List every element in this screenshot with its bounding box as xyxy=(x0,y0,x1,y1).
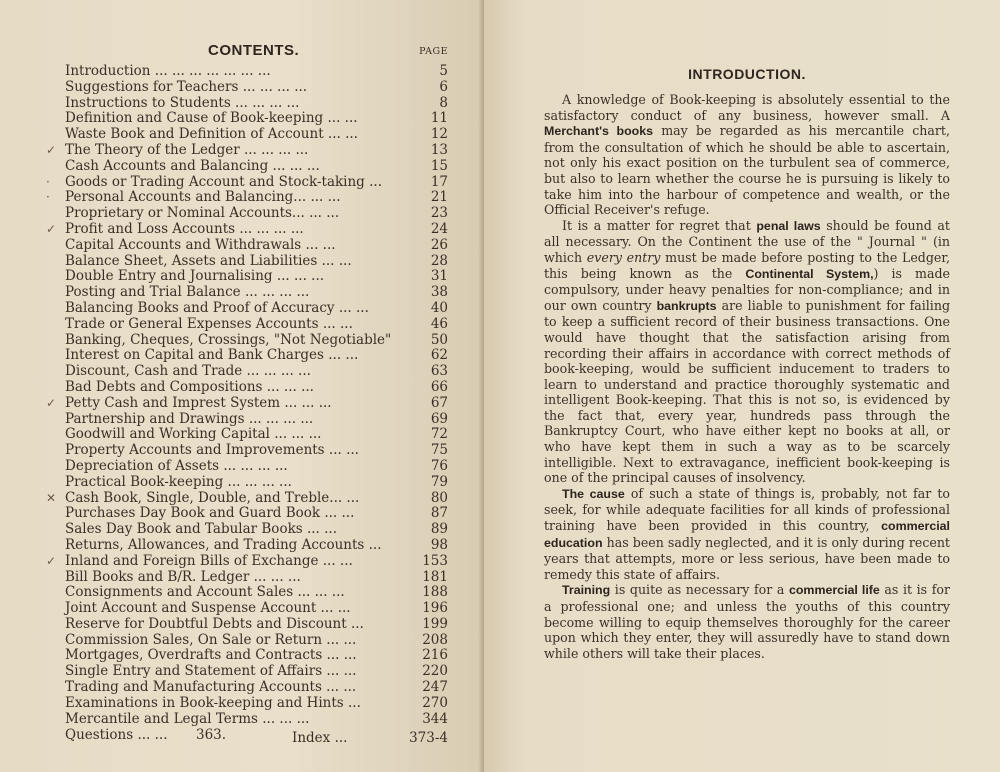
toc-entry-page: 76 xyxy=(430,457,448,474)
toc-row xyxy=(60,111,462,127)
p2-bold-continental-system: Continental System, xyxy=(745,266,874,281)
p3-bold-commercial-education: commercial education xyxy=(544,519,950,550)
toc-entry-page: 66 xyxy=(430,378,448,395)
toc-entry-title: Bad Debts and Compositions ... ... ... xyxy=(65,378,314,395)
toc-entry-title: Interest on Capital and Bank Charges ... ... xyxy=(65,347,359,364)
p1-bold-merchant-books: Merchant's books xyxy=(544,124,654,139)
toc-entry-page: 247 xyxy=(422,679,448,696)
p2-italic-every-entry: every entry xyxy=(586,249,661,265)
toc-entry-page: 24 xyxy=(430,220,448,237)
toc-entry-page: 23 xyxy=(430,205,448,222)
p2-text-a: It is a matter for regret that xyxy=(562,217,757,233)
toc-entry-page: 181 xyxy=(422,568,448,585)
toc-row xyxy=(60,64,462,80)
toc-row xyxy=(60,317,462,333)
p1-text-a: A knowledge of Book-keeping is absolutely essential to the satisfactory conduct of any business, however small. A xyxy=(544,92,950,123)
p4-text-c: as it is for a professional one; and unless the youths of this country become willing to equip themselves thoroughly for the career upon which they enter, they will assuredly have to stand down while others will take their places. xyxy=(544,582,950,661)
toc-entry-title: Personal Accounts and Balancing... ... ... xyxy=(65,189,341,206)
p2-text-e: ) is made compulsory, under heavy penalties for non-compliance; and in our own country xyxy=(544,265,950,313)
toc-entry-title: Property Accounts and Improvements ... ... xyxy=(65,442,359,459)
toc-row xyxy=(60,127,462,143)
toc-entry-page: 46 xyxy=(430,315,448,332)
p4-text-a: is quite as necessary for a xyxy=(610,582,789,598)
toc-entry-title: Waste Book and Definition of Account ... ... xyxy=(65,126,358,143)
toc-entry-page: 67 xyxy=(430,394,448,411)
toc-row xyxy=(60,664,462,680)
toc-row xyxy=(60,680,462,696)
toc-entry-title: Partnership and Drawings ... ... ... ... xyxy=(65,410,314,427)
index-page: 373-4 xyxy=(409,730,448,747)
toc-entry-title: Sales Day Book and Tabular Books ... ... xyxy=(65,521,338,538)
toc-entry-page: 26 xyxy=(430,236,448,253)
toc-entry-page: 270 xyxy=(422,694,448,711)
toc-entry-title: Proprietary or Nominal Accounts... ... ... xyxy=(65,205,340,222)
toc-entry-page: 80 xyxy=(430,489,448,506)
contents-header xyxy=(60,42,462,64)
toc-row xyxy=(46,189,462,206)
toc-entry-title: Profit and Loss Accounts ... ... ... ... xyxy=(65,220,304,237)
toc-entry-title: Joint Account and Suspense Account ... ... xyxy=(65,600,351,617)
toc-entry-page: 11 xyxy=(430,110,448,127)
toc-entry-page: 6 xyxy=(439,78,448,95)
toc-entry-title: Suggestions for Teachers ... ... ... ... xyxy=(65,78,308,95)
p3-text-a: of such a state of things is, probably, not far to seek, for while adequate facilities for all kinds of professional training have been provided in this country, xyxy=(544,485,951,534)
toc-entry-title: Goodwill and Working Capital ... ... ... xyxy=(65,426,322,443)
toc-entry-title: Trade or General Expenses Accounts ... ... xyxy=(65,315,353,332)
toc-entry-page: 15 xyxy=(430,157,448,174)
toc-row xyxy=(60,712,462,728)
toc-entry-page: 72 xyxy=(430,426,448,443)
toc-entry-page: 21 xyxy=(430,189,448,206)
toc-row xyxy=(60,427,462,443)
p1-text-c: may be regarded as his mercantile chart, from the consultation of which he should be able to ascertain, not only his exact position on the turbulent sea of commerce, but also to learn whether the course he is pursuing is likely to take him into the harbour of competence and wealth, or the Official Receiver's refuge. xyxy=(544,123,950,218)
toc-entry-page: 344 xyxy=(422,710,448,727)
pencil-mark: · xyxy=(46,174,50,189)
pencil-mark: · xyxy=(46,190,50,205)
toc-row xyxy=(46,173,462,191)
toc-row xyxy=(60,443,462,459)
pencil-mark: ✓ xyxy=(46,553,57,568)
toc-row xyxy=(60,206,462,222)
toc-entry-title: Balance Sheet, Assets and Liabilities ... ... xyxy=(65,252,352,269)
questions-page: 363. xyxy=(196,727,227,744)
toc-entry-title: Banking, Cheques, Crossings, "Not Negotiable" xyxy=(65,331,392,348)
toc-entry-page: 89 xyxy=(430,521,448,538)
toc-entry-title: Capital Accounts and Withdrawals ... ... xyxy=(65,236,336,253)
toc-row xyxy=(60,585,462,601)
toc-entry-title: Bill Books and B/R. Ledger ... ... ... xyxy=(65,568,301,585)
intro-paragraph-1 xyxy=(544,92,950,218)
toc-entry-title: Cash Accounts and Balancing ... ... ... xyxy=(65,157,320,174)
toc-entry-page: 208 xyxy=(422,631,448,648)
toc-entry-title: Cash Book, Single, Double, and Treble... ... xyxy=(65,489,360,506)
toc-entry-page: 12 xyxy=(430,126,448,143)
pencil-mark: ✓ xyxy=(46,395,57,410)
toc-entry-title: Definition and Cause of Book-keeping ... ... xyxy=(65,110,358,127)
toc-final-row xyxy=(60,727,462,747)
toc-entry-title: Introduction ... ... ... ... ... ... ... xyxy=(65,63,271,79)
toc-entry-title: Trading and Manufacturing Accounts ... ... xyxy=(65,679,357,696)
contents-page xyxy=(0,0,484,772)
toc-row xyxy=(60,254,462,270)
toc-row xyxy=(60,412,462,428)
toc-row xyxy=(60,159,462,175)
p2-text-f: are liable to punishment for failing to keep a sufficient record of their business transactions. One would have thought that the satisfaction arising from recording their affairs in accordance with correct methods of book-keeping, would be sufficient inducement to traders to learn to understand and practice thoroughly systematic and intelligent Book-keeping. That this is not so, is evidenced by the fact that, every year, hundreds pass through the Bankruptcy Court, who have either kept no books at all, or who have kept them in such a way as to be scarcely intelligible. Next to extravagance, inefficient book-keeping is one of the principal causes of insolvency. xyxy=(544,297,951,486)
intro-paragraph-4 xyxy=(544,582,950,661)
toc-row xyxy=(46,141,462,159)
toc-entry-page: 75 xyxy=(430,442,448,459)
toc-row xyxy=(60,96,462,112)
toc-row xyxy=(46,489,462,507)
toc-row xyxy=(60,333,462,349)
toc-entry-page: 62 xyxy=(430,347,448,364)
toc-entry-page: 216 xyxy=(422,647,448,664)
p2-bold-bankrupts: bankrupts xyxy=(656,298,717,313)
toc-row xyxy=(60,475,462,491)
pencil-mark: ✓ xyxy=(46,221,57,236)
toc-entry-title: Practical Book-keeping ... ... ... ... xyxy=(65,473,292,490)
questions-label: Questions ... ... xyxy=(65,727,168,744)
toc-entry-page: 98 xyxy=(430,536,448,553)
toc-entry-title: Commission Sales, On Sale or Return ... ... xyxy=(65,631,357,648)
intro-paragraph-3 xyxy=(544,486,950,583)
toc-entry-title: Double Entry and Journalising ... ... ... xyxy=(65,268,325,285)
toc-entry-page: 188 xyxy=(422,584,448,601)
toc-entry-page: 31 xyxy=(430,268,448,285)
toc-row xyxy=(60,506,462,522)
toc-entry-title: Discount, Cash and Trade ... ... ... ... xyxy=(65,363,311,380)
toc-row xyxy=(60,364,462,380)
toc-entry-page: 13 xyxy=(430,141,448,158)
toc-entry-title: Petty Cash and Imprest System ... ... ... xyxy=(65,394,332,411)
toc-entry-page: 17 xyxy=(430,173,448,190)
toc-row xyxy=(60,538,462,554)
toc-row xyxy=(60,633,462,649)
toc-row xyxy=(60,285,462,301)
toc-row xyxy=(60,648,462,664)
toc-entry-page: 38 xyxy=(430,284,448,301)
toc-entry-page: 28 xyxy=(430,252,448,269)
toc-entry-title: Reserve for Doubtful Debts and Discount ... xyxy=(65,615,364,632)
page-column-label: PAGE xyxy=(419,46,448,57)
toc-row xyxy=(60,459,462,475)
toc-entry-title: Examinations in Book-keeping and Hints ... xyxy=(65,694,361,711)
toc-entry-page: 79 xyxy=(430,473,448,490)
toc-entry-title: Mercantile and Legal Terms ... ... ... xyxy=(65,710,310,727)
intro-paragraph-2 xyxy=(544,218,950,486)
toc-row xyxy=(60,238,462,254)
toc-row xyxy=(60,380,462,396)
index-label: Index ... xyxy=(292,730,348,747)
pencil-mark: ✓ xyxy=(46,142,57,157)
p2-bold-penal-laws: penal laws xyxy=(756,218,821,233)
table-of-contents xyxy=(46,63,462,727)
toc-row xyxy=(60,570,462,586)
toc-row xyxy=(60,348,462,364)
toc-entry-page: 196 xyxy=(422,600,448,617)
toc-entry-page: 8 xyxy=(439,94,448,111)
toc-entry-page: 199 xyxy=(422,615,448,632)
introduction-title: INTRODUCTION. xyxy=(688,66,806,82)
toc-entry-title: Mortgages, Overdrafts and Contracts ... ... xyxy=(65,647,357,664)
toc-row xyxy=(60,522,462,538)
toc-entry-page: 40 xyxy=(430,299,448,316)
toc-entry-title: Returns, Allowances, and Trading Accounts ... xyxy=(65,536,382,553)
toc-entry-page: 50 xyxy=(430,331,448,348)
p4-bold-training: Training xyxy=(562,583,611,598)
toc-entry-title: Consignments and Account Sales ... ... ... xyxy=(65,584,345,601)
toc-entry-title: Posting and Trial Balance ... ... ... ... xyxy=(65,284,310,301)
toc-entry-page: 69 xyxy=(430,410,448,427)
toc-entry-page: 63 xyxy=(430,363,448,380)
toc-row xyxy=(60,269,462,285)
toc-entry-title: Instructions to Students ... ... ... ... xyxy=(65,94,300,111)
toc-row xyxy=(60,696,462,712)
toc-row xyxy=(46,394,462,412)
pencil-mark: ✕ xyxy=(46,490,57,505)
p3-text-c: has been sadly neglected, and it is only during recent years that attempts, more or less serious, have been made to remedy this state of affairs. xyxy=(544,534,950,582)
toc-entry-page: 153 xyxy=(422,552,448,569)
toc-entry-title: Balancing Books and Proof of Accuracy ... ... xyxy=(65,299,369,316)
toc-row xyxy=(60,80,462,96)
toc-entry-title: Single Entry and Statement of Affairs ... ... xyxy=(65,663,357,680)
toc-row xyxy=(60,601,462,617)
toc-entry-title: Goods or Trading Account and Stock-taking ... xyxy=(65,173,382,190)
toc-row xyxy=(60,617,462,633)
toc-entry-page: 87 xyxy=(430,505,448,522)
toc-entry-page: 5 xyxy=(439,63,448,79)
toc-row xyxy=(46,220,462,238)
p2-text-d: must be made before posting to the Ledger, this being known as the xyxy=(544,249,951,281)
toc-entry-title: Inland and Foreign Bills of Exchange ... ... xyxy=(65,552,353,569)
toc-entry-page: 220 xyxy=(422,663,448,680)
contents-title: CONTENTS. xyxy=(208,42,300,59)
p4-bold-commercial-life: commercial life xyxy=(788,583,880,598)
p2-text-c: should be found at all necessary. On the Continent the use of the " Journal " (in which xyxy=(544,217,950,265)
toc-entry-title: Purchases Day Book and Guard Book ... ... xyxy=(65,505,355,522)
toc-entry-title: Depreciation of Assets ... ... ... ... xyxy=(65,457,288,474)
introduction-page xyxy=(484,0,1000,772)
toc-row xyxy=(46,552,462,570)
toc-row xyxy=(60,301,462,317)
p3-bold-the-cause: The cause xyxy=(562,486,625,501)
toc-entry-title: The Theory of the Ledger ... ... ... ... xyxy=(65,141,309,158)
